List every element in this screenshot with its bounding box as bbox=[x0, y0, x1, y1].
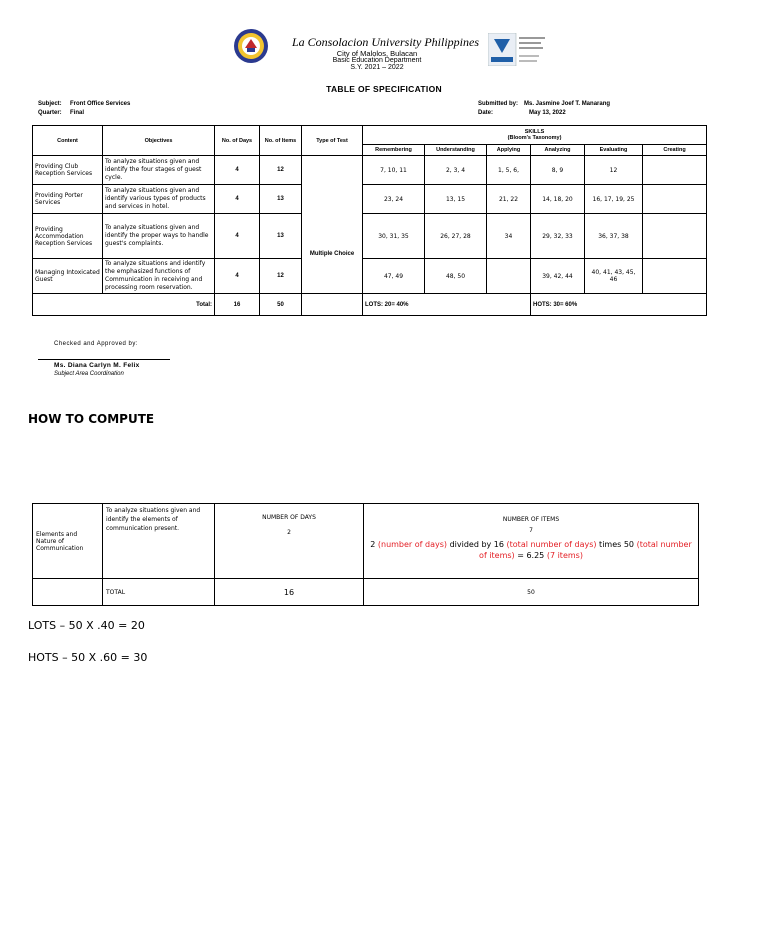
table-row bbox=[33, 185, 707, 214]
days-value: 2 bbox=[287, 529, 291, 536]
row-evaluating: 36, 37, 38 bbox=[585, 214, 643, 259]
col-evaluating: Evaluating bbox=[585, 145, 643, 156]
row-remembering: 7, 10, 11 bbox=[363, 156, 425, 185]
row-days: 4 bbox=[215, 259, 260, 294]
row-analyzing: 8, 9 bbox=[531, 156, 585, 185]
row-applying bbox=[487, 259, 531, 294]
col-items: No. of Items bbox=[260, 126, 302, 156]
row-analyzing: 14, 18, 20 bbox=[531, 185, 585, 214]
compute-total-items: 50 bbox=[364, 579, 699, 606]
subject-value: Front Office Services bbox=[70, 101, 131, 107]
col-understanding: Understanding bbox=[425, 145, 487, 156]
table-row bbox=[33, 259, 707, 294]
total-label: Total: bbox=[33, 294, 215, 316]
lots-computation: LOTS – 50 X .40 = 20 bbox=[28, 619, 145, 632]
compute-items-cell bbox=[364, 504, 699, 579]
row-content: Providing Club Reception Services bbox=[33, 156, 103, 185]
row-objective: To analyze situations given and identify the proper ways to handle guest's complaints. bbox=[103, 214, 215, 259]
compute-total-label: TOTAL bbox=[103, 579, 215, 606]
school-city: City of Malolos, Bulacan bbox=[336, 49, 418, 58]
signature-line bbox=[38, 359, 170, 360]
submitted-value: Ms. Jasmine Joef T. Manarang bbox=[524, 101, 611, 107]
total-days: 16 bbox=[215, 294, 260, 316]
row-evaluating: 12 bbox=[585, 156, 643, 185]
department: Basic Education Department bbox=[332, 57, 422, 64]
row-analyzing: 29, 32, 33 bbox=[531, 214, 585, 259]
coordinator-role: Subject Area Coordination bbox=[54, 371, 124, 377]
compute-table bbox=[32, 503, 699, 606]
compute-content: Elements and Nature of Communication bbox=[33, 504, 103, 579]
type-of-test: Multiple Choice bbox=[302, 156, 363, 294]
subject-label: Subject: bbox=[38, 101, 62, 107]
hots-percent: HOTS: 30= 60% bbox=[531, 294, 707, 316]
how-to-compute-heading: HOW TO COMPUTE bbox=[28, 412, 155, 426]
col-objectives: Objectives bbox=[103, 126, 215, 156]
row-objective: To analyze situations given and identify various types of products and services in hotel. bbox=[103, 185, 215, 214]
total-items: 50 bbox=[260, 294, 302, 316]
row-content: Managing Intoxicated Guest bbox=[33, 259, 103, 294]
submitted-label: Submitted by: bbox=[478, 101, 518, 107]
row-applying: 34 bbox=[487, 214, 531, 259]
row-remembering: 30, 31, 35 bbox=[363, 214, 425, 259]
row-remembering: 23, 24 bbox=[363, 185, 425, 214]
table-row bbox=[33, 214, 707, 259]
tos-table bbox=[32, 125, 707, 316]
coordinator-name: Ms. Diana Carlyn M. Felix bbox=[54, 362, 140, 369]
row-objective: To analyze situations given and identify the four stages of guest cycle. bbox=[103, 156, 215, 185]
col-type: Type of Test bbox=[302, 126, 363, 156]
document-title: TABLE OF SPECIFICATION bbox=[326, 84, 442, 94]
row-days: 4 bbox=[215, 185, 260, 214]
compute-formula: 2 (number of days) divided by 16 (total number of days) times 50 (total number of items) = 6.25 (7 items) bbox=[370, 540, 692, 560]
row-days: 4 bbox=[215, 214, 260, 259]
hots-computation: HOTS – 50 X .60 = 30 bbox=[28, 651, 148, 664]
total-row bbox=[33, 294, 707, 316]
row-content: Providing Porter Services bbox=[33, 185, 103, 214]
row-applying: 1, 5, 6, bbox=[487, 156, 531, 185]
checked-approved-label: Checked and Approved by: bbox=[54, 341, 139, 347]
date-value: May 13, 2022 bbox=[529, 110, 566, 116]
row-creating bbox=[643, 156, 707, 185]
total-type-blank bbox=[302, 294, 363, 316]
row-items: 12 bbox=[260, 156, 302, 185]
col-applying: Applying bbox=[487, 145, 531, 156]
row-remembering: 47, 49 bbox=[363, 259, 425, 294]
row-objective: To analyze situations and identify the emphasized functions of Communication in receiving and processing room reservation. bbox=[103, 259, 215, 294]
items-value: 7 bbox=[529, 527, 533, 534]
row-understanding: 26, 27, 28 bbox=[425, 214, 487, 259]
col-analyzing: Analyzing bbox=[531, 145, 585, 156]
row-days: 4 bbox=[215, 156, 260, 185]
row-creating bbox=[643, 214, 707, 259]
col-days: No. of Days bbox=[215, 126, 260, 156]
date-label: Date: bbox=[478, 110, 494, 116]
col-content: Content bbox=[33, 126, 103, 156]
certification-logo bbox=[488, 33, 550, 66]
school-name: La Consolacion University Philippines bbox=[292, 35, 479, 49]
row-understanding: 13, 15 bbox=[425, 185, 487, 214]
col-creating: Creating bbox=[643, 145, 707, 156]
quarter-label: Quarter: bbox=[38, 110, 62, 116]
quarter-value: Final bbox=[70, 110, 85, 116]
compute-total-blank bbox=[33, 579, 103, 606]
row-creating bbox=[643, 185, 707, 214]
compute-objective: To analyze situations given and identify the elements of communication present. bbox=[103, 504, 215, 579]
school-seal-logo bbox=[233, 28, 269, 64]
lots-percent: LOTS: 20= 40% bbox=[363, 294, 531, 316]
items-header: NUMBER OF ITEMS bbox=[502, 516, 560, 523]
row-analyzing: 39, 42, 44 bbox=[531, 259, 585, 294]
col-remembering: Remembering bbox=[363, 145, 425, 156]
row-evaluating: 40, 41, 43, 45, 46 bbox=[585, 259, 643, 294]
row-evaluating: 16, 17, 19, 25 bbox=[585, 185, 643, 214]
compute-total-days: 16 bbox=[215, 579, 364, 606]
compute-days-cell bbox=[215, 504, 364, 579]
row-understanding: 2, 3, 4 bbox=[425, 156, 487, 185]
school-year: S.Y. 2021 – 2022 bbox=[350, 64, 404, 71]
row-creating bbox=[643, 259, 707, 294]
row-understanding: 48, 50 bbox=[425, 259, 487, 294]
row-content: Providing Accommodation Reception Services bbox=[33, 214, 103, 259]
row-items: 12 bbox=[260, 259, 302, 294]
col-skills: SKILLS (Bloom's Taxonomy) bbox=[363, 126, 707, 145]
row-items: 13 bbox=[260, 214, 302, 259]
row-applying: 21, 22 bbox=[487, 185, 531, 214]
row-items: 13 bbox=[260, 185, 302, 214]
days-header: NUMBER OF DAYS bbox=[262, 514, 316, 521]
table-row bbox=[33, 156, 707, 185]
